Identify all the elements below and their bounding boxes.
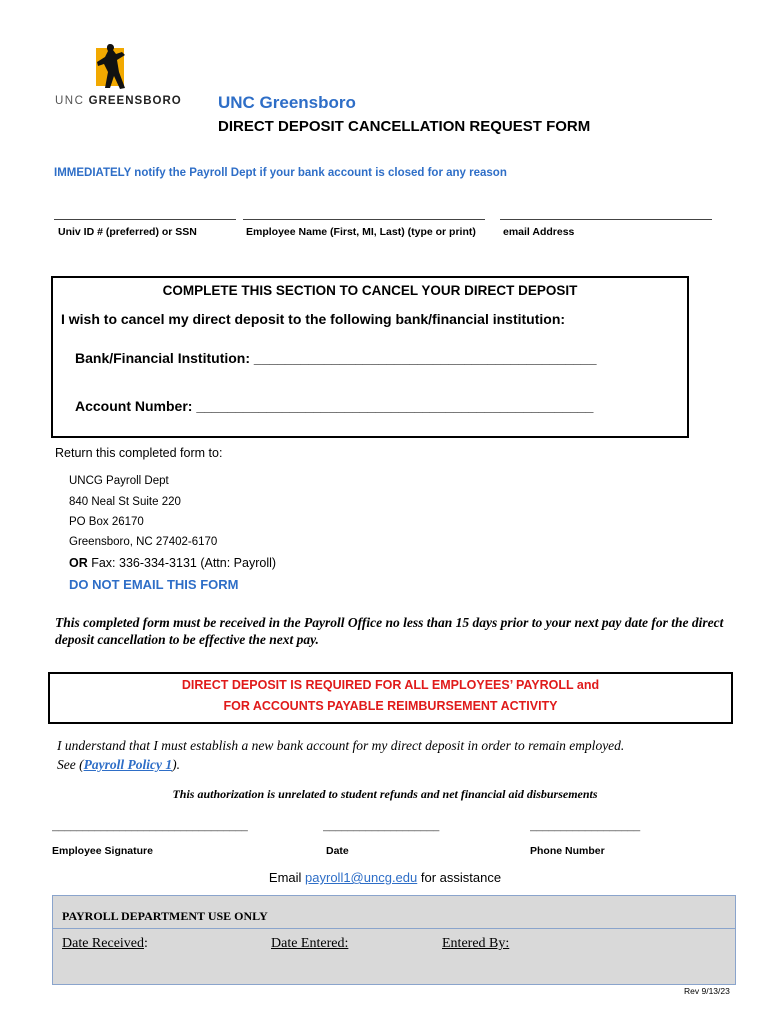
payroll-dept-use-box — [52, 895, 736, 985]
payroll-email-link[interactable]: payroll1@uncg.edu — [305, 870, 418, 885]
address-line: 840 Neal St Suite 220 — [69, 496, 181, 508]
assistance-line — [0, 870, 770, 885]
dept-use-title: PAYROLL DEPARTMENT USE ONLY — [62, 909, 268, 923]
uncg-wordmark: UNC GREENSBORO — [55, 95, 182, 107]
understand-statement — [57, 736, 747, 774]
employee-signature-label: Employee Signature — [52, 845, 153, 857]
cancel-section — [51, 276, 689, 438]
phone-label: Phone Number — [530, 845, 605, 857]
understand-text: I understand that I must establish a new bank account for my direct deposit in order to remain employed. — [57, 738, 625, 753]
assist-prefix: Email — [268, 870, 306, 885]
date-received-label: Date Received — [62, 936, 145, 951]
date-received-suffix: : — [144, 936, 148, 951]
return-label: Return this completed form to: — [55, 446, 223, 460]
dept-use-divider — [53, 928, 735, 929]
fax-line — [69, 556, 276, 570]
direct-deposit-required-box — [48, 672, 733, 724]
email-line[interactable] — [500, 219, 712, 220]
unrelated-note: This authorization is unrelated to student refunds and net financial aid disbursements — [172, 787, 598, 801]
fax-number: Fax: 336-334-3131 (Attn: Payroll) — [87, 556, 277, 570]
account-blank[interactable]: ___________________________________________________ — [196, 398, 594, 414]
phone-line[interactable]: __________________ — [530, 820, 641, 832]
form-title: DIRECT DEPOSIT CANCELLATION REQUEST FORM — [218, 118, 591, 135]
payroll-policy-link[interactable]: Payroll Policy 1 — [83, 757, 173, 772]
date-label: Date — [326, 845, 349, 857]
employee-name-line[interactable] — [243, 219, 485, 220]
bank-blank[interactable]: ____________________________________________ — [253, 350, 597, 366]
no-email-warning: DO NOT EMAIL THIS FORM — [69, 577, 239, 592]
required-line-2: FOR ACCOUNTS PAYABLE REIMBURSEMENT ACTIVITY — [223, 699, 558, 713]
employee-name-label: Employee Name (First, MI, Last) (type or print) — [246, 226, 476, 238]
revision-label: Rev 9/13/23 — [684, 986, 730, 996]
entered-by-field[interactable]: Entered By: — [442, 936, 510, 951]
uncg-logo-icon — [92, 42, 132, 92]
close-account-notice: IMMEDIATELY notify the Payroll Dept if your bank account is closed for any reason — [54, 167, 507, 179]
deadline-note: This completed form must be received in the Payroll Office no less than 15 days prior to your next pay date for the direct deposit cancellation to be effective the next pay. — [55, 615, 724, 647]
date-line[interactable]: ___________________ — [323, 820, 440, 832]
required-line-1: DIRECT DEPOSIT IS REQUIRED FOR ALL EMPLOYEES’ PAYROLL and — [181, 678, 600, 692]
date-received-field[interactable] — [62, 936, 148, 952]
see-prefix: See ( — [57, 757, 84, 772]
account-label: Account Number: — [75, 398, 197, 414]
assist-suffix: for assistance — [417, 870, 502, 885]
bank-field[interactable] — [75, 350, 597, 366]
or-label: OR — [69, 556, 88, 570]
bank-label: Bank/Financial Institution: — [75, 350, 254, 366]
address-line: Greensboro, NC 27402-6170 — [69, 536, 218, 548]
cancel-statement: I wish to cancel my direct deposit to the following bank/financial institution: — [61, 311, 566, 327]
email-label: email Address — [503, 226, 575, 238]
univ-id-line[interactable] — [54, 219, 236, 220]
account-field[interactable] — [75, 398, 593, 414]
org-name: UNC Greensboro — [218, 93, 356, 112]
signature-line[interactable]: ________________________________ — [52, 820, 248, 832]
cancel-section-heading: COMPLETE THIS SECTION TO CANCEL YOUR DIRECT DEPOSIT — [162, 283, 578, 298]
see-suffix: ). — [172, 757, 180, 772]
address-line: PO Box 26170 — [69, 516, 144, 528]
univ-id-label: Univ ID # (preferred) or SSN — [58, 226, 197, 238]
address-line: UNCG Payroll Dept — [69, 475, 169, 487]
date-entered-field[interactable]: Date Entered: — [271, 936, 349, 951]
